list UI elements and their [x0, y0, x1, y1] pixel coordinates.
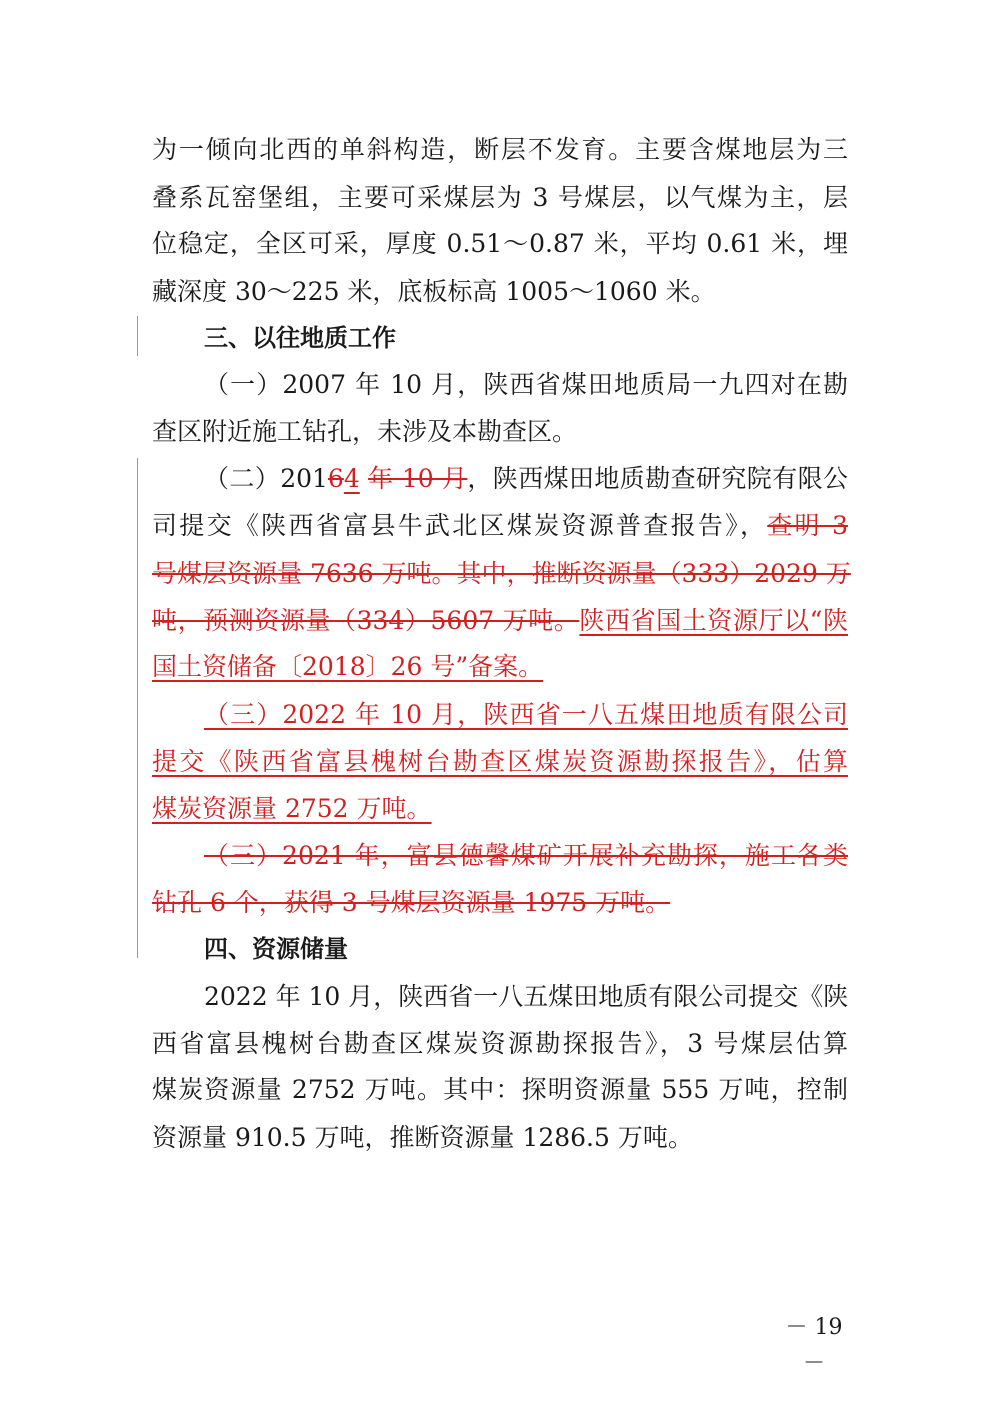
- deleted-text-line: 号煤层资源量 7636 万吨。其中，推断资源量（333）2029 万: [152, 559, 851, 588]
- body-text-line-with-revisions: [204, 461, 848, 497]
- body-text-line: （一）2007 年 10 月，陕西省煤田地质局一九四对在勘: [204, 370, 848, 399]
- body-text-line: 煤炭资源量 2752 万吨。其中：探明资源量 555 万吨，控制: [152, 1075, 848, 1104]
- revision-change-bar: [137, 316, 138, 356]
- inserted-text-line: [152, 791, 848, 827]
- revision-change-bar: [137, 458, 138, 958]
- section-heading: 三、以往地质工作: [204, 324, 396, 352]
- deleted-text: 查明 3: [767, 511, 848, 540]
- body-text-line-with-revisions: [152, 603, 848, 639]
- inserted-text-line: 提交《陕西省富县槐树台勘查区煤炭资源勘探报告》，估算: [152, 747, 848, 776]
- inserted-text: 4: [343, 464, 360, 493]
- page-number: － 19 －: [785, 1315, 843, 1376]
- text-run: 司提交《陕西省富县牛武北区煤炭资源普查报告》，: [152, 511, 768, 540]
- body-text-line: 为一倾向北西的单斜构造，断层不发育。主要含煤地层为三: [152, 135, 848, 164]
- body-text-line: 藏深度 30～225 米，底板标高 1005～1060 米。: [152, 277, 716, 306]
- body-text-line: 2022 年 10 月，陕西省一八五煤田地质有限公司提交《陕: [204, 982, 849, 1011]
- body-text-line: 西省富县槐树台勘查区煤炭资源勘探报告》，3 号煤层估算: [152, 1029, 848, 1058]
- text-run: （二）201: [204, 464, 328, 493]
- body-text-line: 位稳定，全区可采，厚度 0.51～0.87 米，平均 0.61 米，埋: [152, 229, 848, 258]
- inserted-text: 陕西省国土资源厅以“陕: [579, 606, 848, 635]
- deleted-text: 年 10 月: [368, 464, 468, 493]
- deleted-text: 钻孔 6 个，获得 3 号煤层资源量 1975 万吨。: [152, 888, 671, 917]
- body-text-line-with-revisions: [152, 508, 848, 544]
- body-text-line: 查区附近施工钻孔，未涉及本勘查区。: [152, 417, 578, 446]
- deleted-text: 6: [327, 464, 344, 493]
- body-text-line: 资源量 910.5 万吨，推断资源量 1286.5 万吨。: [152, 1123, 693, 1152]
- text-run: ，陕西煤田地质勘查研究院有限公: [467, 464, 848, 493]
- section-heading: 四、资源储量: [204, 935, 348, 963]
- inserted-text-line: [152, 649, 848, 685]
- deleted-text-line: [152, 885, 848, 921]
- inserted-text: 国土资储备〔2018〕26 号”备案。: [152, 652, 544, 681]
- inserted-text-line: （三）2022 年 10 月，陕西省一八五煤田地质有限公司: [204, 700, 848, 729]
- deleted-text: 吨，预测资源量（334）5607 万吨。: [152, 606, 580, 635]
- inserted-text: 煤炭资源量 2752 万吨。: [152, 794, 432, 823]
- deleted-text-line: （三）2021 年，富县德馨煤矿开展补充勘探，施工各类: [204, 841, 848, 870]
- body-text-line: 叠系瓦窑堡组，主要可采煤层为 3 号煤层，以气煤为主，层: [152, 183, 848, 212]
- text-run: [360, 464, 368, 493]
